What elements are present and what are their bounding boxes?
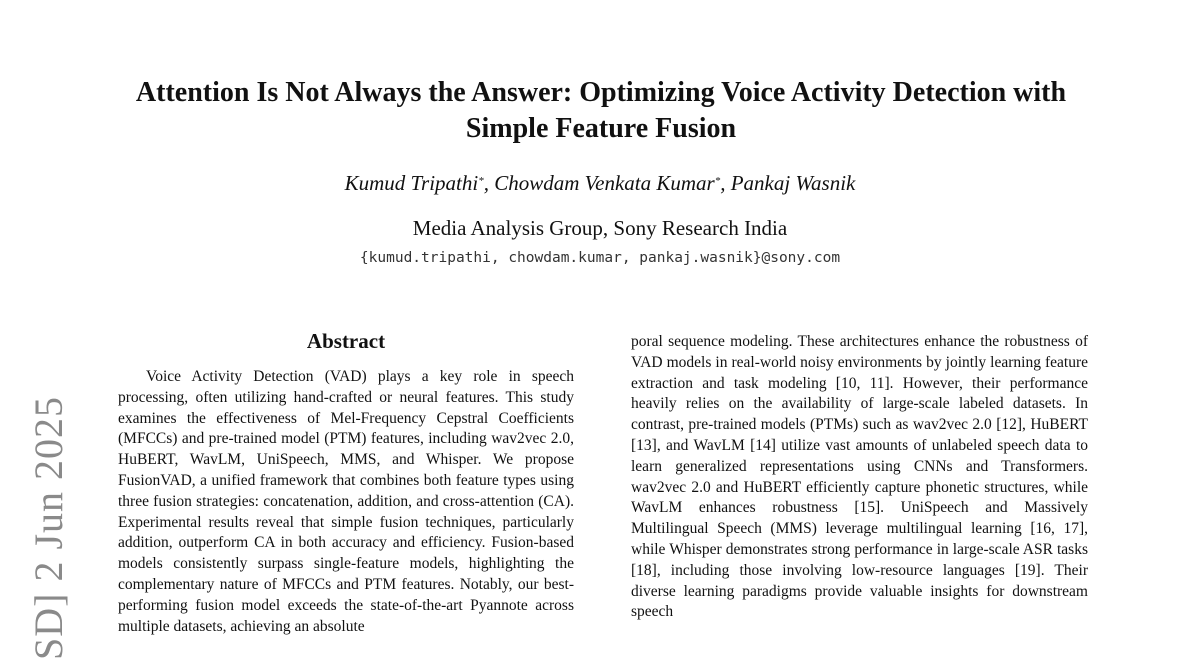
introduction-column — [631, 332, 1088, 623]
author-separator: , — [483, 171, 495, 195]
author-name: Kumud Tripathi — [344, 171, 479, 195]
author-list — [0, 169, 1200, 197]
introduction-paragraph: poral sequence modeling. These architectures enhance the robustness of VAD models in real-world noisy environments by jointly learning feature extraction and task modeling [10, 11]. However, their performance heavily relies on the availability of large-scale labeled datasets. In contrast, pre-trained models (PTMs) such as wav2vec 2.0 [12], HuBERT [13], and WavLM [14] utilize vast amounts of unlabeled speech data to learn generalized representations using CNNs and Transformers. wav2vec 2.0 and HuBERT efficiently capture phonetic structures, while WavLM enhances robustness [15]. UniSpeech and Massively Multilingual Speech (MMS) leverage multilingual learning [16, 17], while Whisper demonstrates strong performance in large-scale ASR tasks [18], including those involving low-resource languages [19]. Their diverse learning paradigms provide valuable insights for downstream speech — [631, 333, 1088, 621]
abstract-heading: Abstract — [306, 329, 386, 353]
author-separator: , — [720, 171, 731, 195]
author-name: Chowdam Venkata Kumar — [494, 171, 715, 195]
author-emails: {kumud.tripathi, chowdam.kumar, pankaj.wasnik}@sony.com — [359, 250, 841, 266]
author-mark: * — [478, 175, 484, 187]
abstract-column — [118, 367, 574, 637]
paper-title: Attention Is Not Always the Answer: Optimizing Voice Activity Detection with Simple Feature Fusion — [135, 77, 1067, 144]
affiliation: Media Analysis Group, Sony Research India — [412, 216, 788, 240]
author-name: Pankaj Wasnik — [730, 171, 856, 195]
arxiv-side-stamp: SD] 2 Jun 2025 — [26, 395, 71, 660]
abstract-body: Voice Activity Detection (VAD) plays a key role in speech processing, often utilizing hand-crafted or neural features. This study examines the effectiveness of Mel-Frequency Cepstral Coefficients (MFCCs) and pre-trained model (PTM) features, including wav2vec 2.0, HuBERT, WavLM, UniSpeech, MMS, and Whisper. We propose FusionVAD, a unified framework that combines both feature types using three fusion strategies: concatenation, addition, and cross-attention (CA). Experimental results reveal that simple fusion techniques, particularly addition, outperform CA in both accuracy and efficiency. Fusion-based models consistently surpass single-feature models, highlighting the complementary nature of MFCCs and PTM features. Notably, our best-performing fusion model exceeds the state-of-the-art Pyannote across multiple datasets, achieving an absolute — [118, 368, 574, 635]
author-mark: * — [714, 175, 721, 187]
